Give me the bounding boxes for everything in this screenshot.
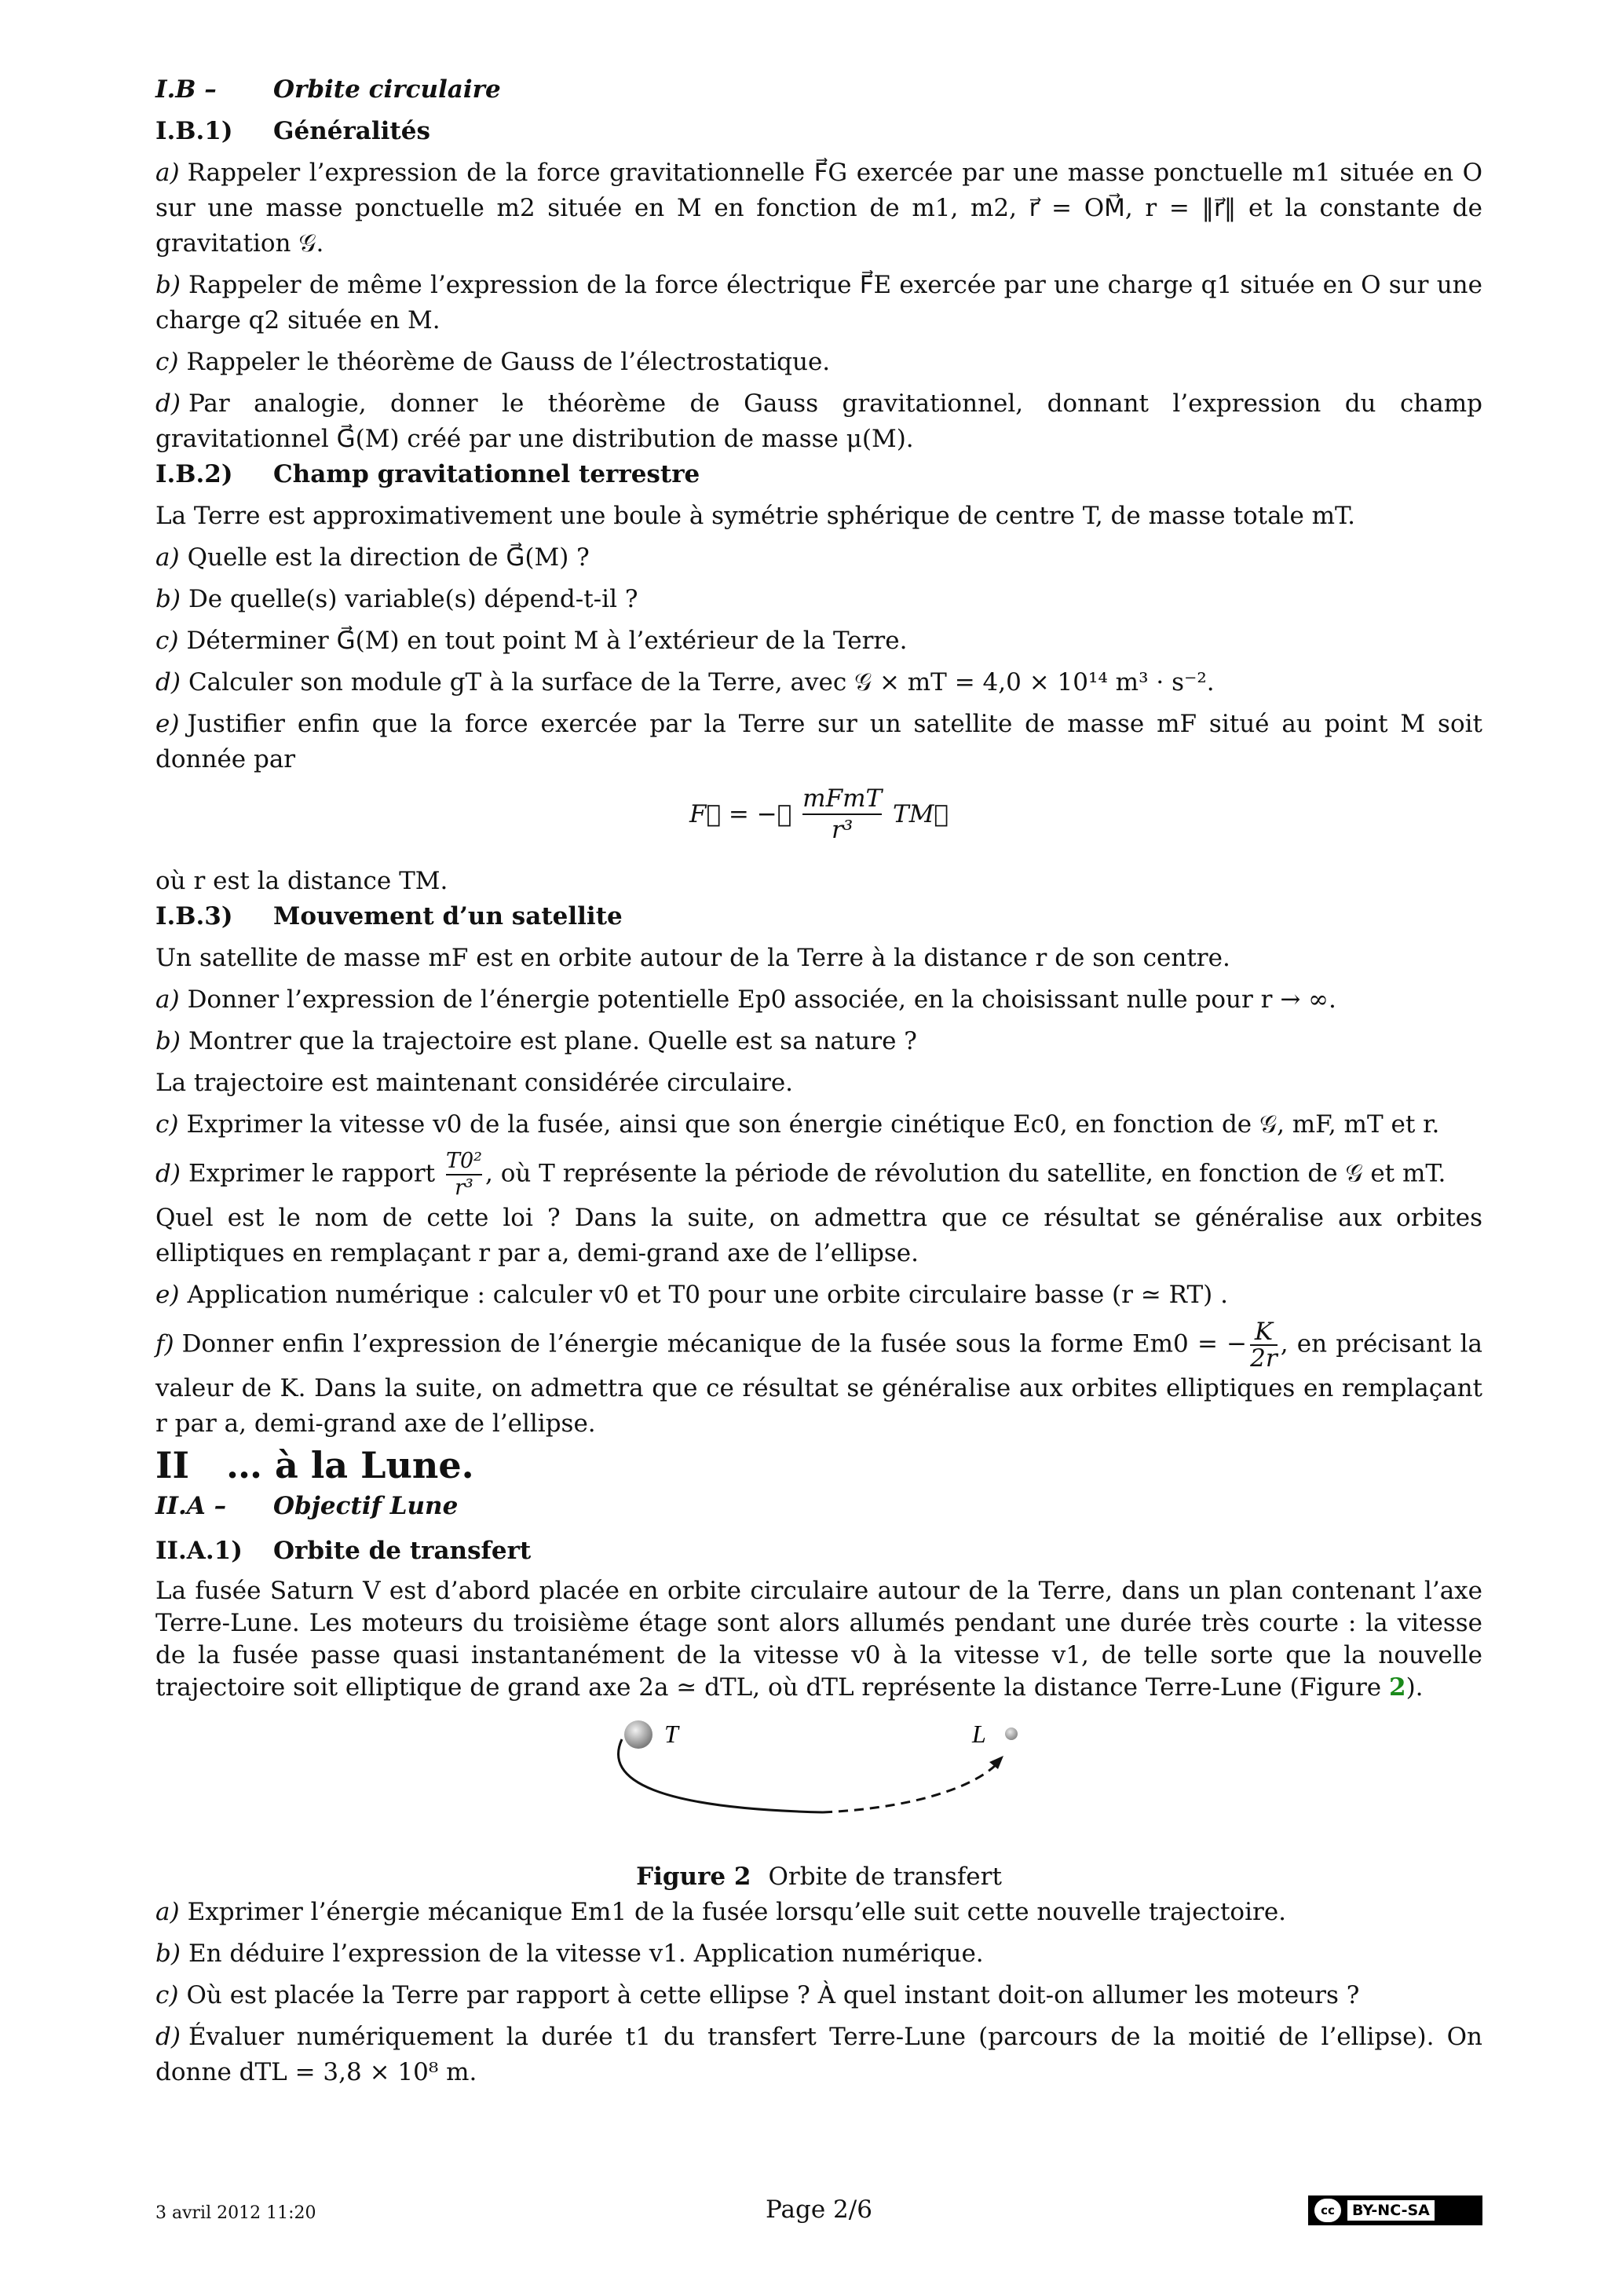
earth-icon: [624, 1720, 652, 1749]
question-label: d): [155, 389, 181, 418]
question-text: Application numérique : calculer v0 et T0 pour une orbite circulaire basse (r ≃ RT) .: [187, 1281, 1228, 1309]
part-number: II: [155, 1444, 190, 1486]
fraction-denominator: r³: [455, 1175, 473, 1200]
equation-numerator: mFmT: [802, 784, 882, 815]
subsection-heading-IB2: [155, 457, 1482, 492]
section-heading-IIA: [155, 1489, 1482, 1524]
subsection-number: II.A.1): [155, 1537, 243, 1565]
question-text: Quelle est la direction de G⃗(M) ?: [187, 543, 590, 572]
part-title: … à la Lune.: [226, 1444, 474, 1486]
question-text: Rappeler de même l’expression de la force électrique F⃗E exercée par une charge q1 située en O sur une charge q2 située en M.: [155, 271, 1482, 335]
question-text: Rappeler le théorème de Gauss de l’électrostatique.: [186, 348, 831, 376]
question-IB2-c: [155, 623, 1482, 659]
fraction-numerator: K: [1250, 1319, 1278, 1346]
caption-text: Orbite de transfert: [768, 1863, 1002, 1891]
question-text: Donner l’expression de l’énergie potentielle Ep0 associée, en la choisissant nulle pour r → ∞.: [187, 985, 1336, 1014]
page-footer: [155, 2195, 1482, 2230]
question-label: e): [155, 710, 180, 738]
force-equation: [155, 784, 1482, 853]
question-IB3-a: [155, 982, 1482, 1018]
orbit-solid-arc: [618, 1739, 823, 1812]
subsection-title: Orbite de transfert: [273, 1537, 532, 1565]
question-label: a): [155, 159, 180, 187]
earth-label: T: [664, 1720, 678, 1748]
part-heading-II: [155, 1442, 1482, 1489]
moon-icon: [1005, 1727, 1018, 1740]
paragraph-IIA1-intro: [155, 1575, 1482, 1704]
question-label: b): [155, 1940, 181, 1968]
paragraph-text: La fusée Saturn V est d’abord placée en orbite circulaire autour de la Terre, dans un plan contenant l’axe Terre-Lune. Les moteurs du troisième étage sont alors allumés pendant une durée très courte : la vitesse de la fusée passe quasi instantanément de la vitesse v0 à la vitesse v1, de telle sorte que la nouvelle trajectoire soit elliptique de grand axe 2a ≃ dTL, où dTL représente la distance Terre-Lune (Figure: [155, 1577, 1482, 1702]
question-text: Exprimer la vitesse v0 de la fusée, ainsi que son énergie cinétique Ec0, en fonction de 𝒢, mF, mT et r.: [186, 1110, 1440, 1139]
paragraph-IB2-after: où r est la distance TM.: [155, 867, 448, 895]
equation-fraction: [802, 784, 882, 845]
fraction-denominator: 2r: [1250, 1344, 1278, 1373]
section-heading-IB: [155, 72, 1482, 108]
question-text: Par analogie, donner le théorème de Gauss gravitationnel, donnant l’expression du champ gravitationnel G⃗(M) créé par une distribution de masse μ(M).: [155, 389, 1482, 453]
question-IB3-c: [155, 1107, 1482, 1143]
subsection-heading-IB3: [155, 899, 1482, 934]
equation-lhs: F⃗ = −𝒢: [689, 799, 792, 828]
section-number: I.B –: [155, 75, 217, 104]
question-text: Déterminer G⃗(M) en tout point M à l’extérieur de la Terre.: [186, 627, 908, 655]
question-label: a): [155, 1898, 180, 1926]
paragraph-IB3-d-cont: Quel est le nom de cette loi ? Dans la suite, on admettra que ce résultat se généralise aux orbites elliptiques en remplaçant r par a, demi-grand axe de l’ellipse.: [155, 1204, 1482, 1267]
figure-reference-link[interactable]: 2: [1388, 1673, 1406, 1702]
question-IIA1-d: [155, 2020, 1482, 2090]
question-label: c): [155, 627, 179, 655]
section-number: II.A –: [155, 1492, 227, 1520]
section-title: Objectif Lune: [273, 1492, 459, 1520]
question-IIA1-c: [155, 1978, 1482, 2013]
question-text: Justifier enfin que la force exercée par la Terre sur un satellite de masse mF situé au point M soit donnée par: [155, 710, 1482, 773]
transfer-orbit-figure: [155, 1710, 1482, 1859]
question-text: Calculer son module gT à la surface de la Terre, avec 𝒢 × mT = 4,0 × 10¹⁴ m³ · s⁻².: [188, 668, 1215, 696]
ratio-fraction: [446, 1149, 482, 1201]
question-text: En déduire l’expression de la vitesse v1. Application numérique.: [188, 1940, 984, 1968]
question-label: b): [155, 585, 181, 613]
page-number: Page 2/6: [766, 2195, 872, 2224]
question-label: b): [155, 271, 181, 299]
question-IB3-e: [155, 1278, 1482, 1313]
question-label: d): [155, 1159, 181, 1188]
question-IB3-f: [155, 1319, 1482, 1442]
subsection-heading-IIA1: [155, 1534, 1482, 1569]
license-badge[interactable]: [1308, 2195, 1482, 2225]
question-text-post: , en précisant la valeur de K. Dans la suite, on admettra que ce résultat se généralise aux orbites elliptiques en remplaçant r par a, demi-grand axe de l’ellipse.: [155, 1329, 1482, 1438]
question-text: Montrer que la trajectoire est plane. Quelle est sa nature ?: [188, 1027, 917, 1055]
question-label: c): [155, 1981, 179, 2009]
question-text: Rappeler l’expression de la force gravitationnelle F⃗G exercée par une masse ponctuelle m1 située en O sur une masse ponctuelle m2 située en M en fonction de m1, m2, r⃗ = OM⃗, r = ‖r⃗‖ et la constante de gravitation 𝒢.: [155, 159, 1482, 258]
paragraph-IB2-intro: La Terre est approximativement une boule à symétrie sphérique de centre T, de masse totale mT.: [155, 502, 1356, 530]
question-label: d): [155, 2023, 181, 2051]
question-text: Exprimer l’énergie mécanique Em1 de la fusée lorsqu’elle suit cette nouvelle trajectoire.: [187, 1898, 1287, 1926]
question-label: e): [155, 1281, 180, 1309]
moon-label: L: [972, 1720, 986, 1748]
question-text: Exprimer le rapport: [188, 1159, 436, 1188]
caption-number: Figure 2: [636, 1863, 751, 1891]
subsection-number: I.B.3): [155, 902, 233, 930]
footer-date: 3 avril 2012 11:20: [155, 2203, 316, 2223]
question-label: c): [155, 348, 179, 376]
figure-caption: [155, 1859, 1482, 1895]
question-IB3-b: [155, 1024, 1482, 1059]
question-IB1-c: [155, 345, 1482, 380]
paragraph-IB3-mid: La trajectoire est maintenant considérée circulaire.: [155, 1069, 794, 1097]
question-label: f): [155, 1329, 174, 1358]
subsection-number: I.B.2): [155, 460, 233, 488]
question-text: Donner enfin l’expression de l’énergie mécanique de la fusée sous la forme Em0 = −: [181, 1329, 1248, 1358]
subsection-heading-IB1: [155, 114, 1482, 149]
question-IB1-a: [155, 155, 1482, 261]
question-text: Où est placée la Terre par rapport à cette ellipse ? À quel instant doit-on allumer les moteurs ?: [186, 1981, 1360, 2009]
question-IB1-b: [155, 268, 1482, 338]
question-label: a): [155, 985, 180, 1014]
creative-commons-icon: cc: [1314, 2199, 1341, 2222]
license-text: BY-NC-SA: [1347, 2200, 1435, 2221]
question-IB1-d: [155, 386, 1482, 457]
equation-vector: TM⃗: [893, 799, 949, 828]
subsection-number: I.B.1): [155, 117, 233, 145]
question-IIA1-a: [155, 1895, 1482, 1930]
question-IB2-d: [155, 665, 1482, 700]
question-label: d): [155, 668, 181, 696]
fraction-numerator: T0²: [446, 1149, 482, 1175]
equation-denominator: r³: [832, 816, 854, 844]
question-label: a): [155, 543, 180, 572]
question-IB2-e: [155, 707, 1482, 777]
orbit-dashed-arc: [823, 1764, 997, 1812]
subsection-title: Champ gravitationnel terrestre: [273, 460, 700, 488]
document-page: [155, 72, 1482, 2090]
question-IIA1-b: [155, 1936, 1482, 1972]
energy-fraction: [1250, 1319, 1278, 1371]
question-IB3-d: [155, 1149, 1482, 1201]
subsection-title: Généralités: [273, 117, 430, 145]
question-text: De quelle(s) variable(s) dépend-t-il ?: [188, 585, 638, 613]
question-label: c): [155, 1110, 179, 1139]
question-IB2-a: [155, 540, 1482, 576]
question-text: Évaluer numériquement la durée t1 du transfert Terre-Lune (parcours de la moitié de l’ellipse). On donne dTL = 3,8 × 10⁸ m.: [155, 2023, 1482, 2086]
subsection-title: Mouvement d’un satellite: [273, 902, 623, 930]
section-title: Orbite circulaire: [273, 75, 501, 104]
arrow-head-icon: [989, 1756, 1003, 1769]
question-label: b): [155, 1027, 181, 1055]
paragraph-text-end: ).: [1406, 1673, 1424, 1702]
transfer-orbit-diagram: [155, 1710, 1482, 1859]
question-text-post: , où T représente la période de révolution du satellite, en fonction de 𝒢 et mT.: [484, 1159, 1446, 1188]
paragraph-IB3-intro: Un satellite de masse mF est en orbite autour de la Terre à la distance r de son centre.: [155, 944, 1230, 972]
question-IB2-b: [155, 582, 1482, 617]
